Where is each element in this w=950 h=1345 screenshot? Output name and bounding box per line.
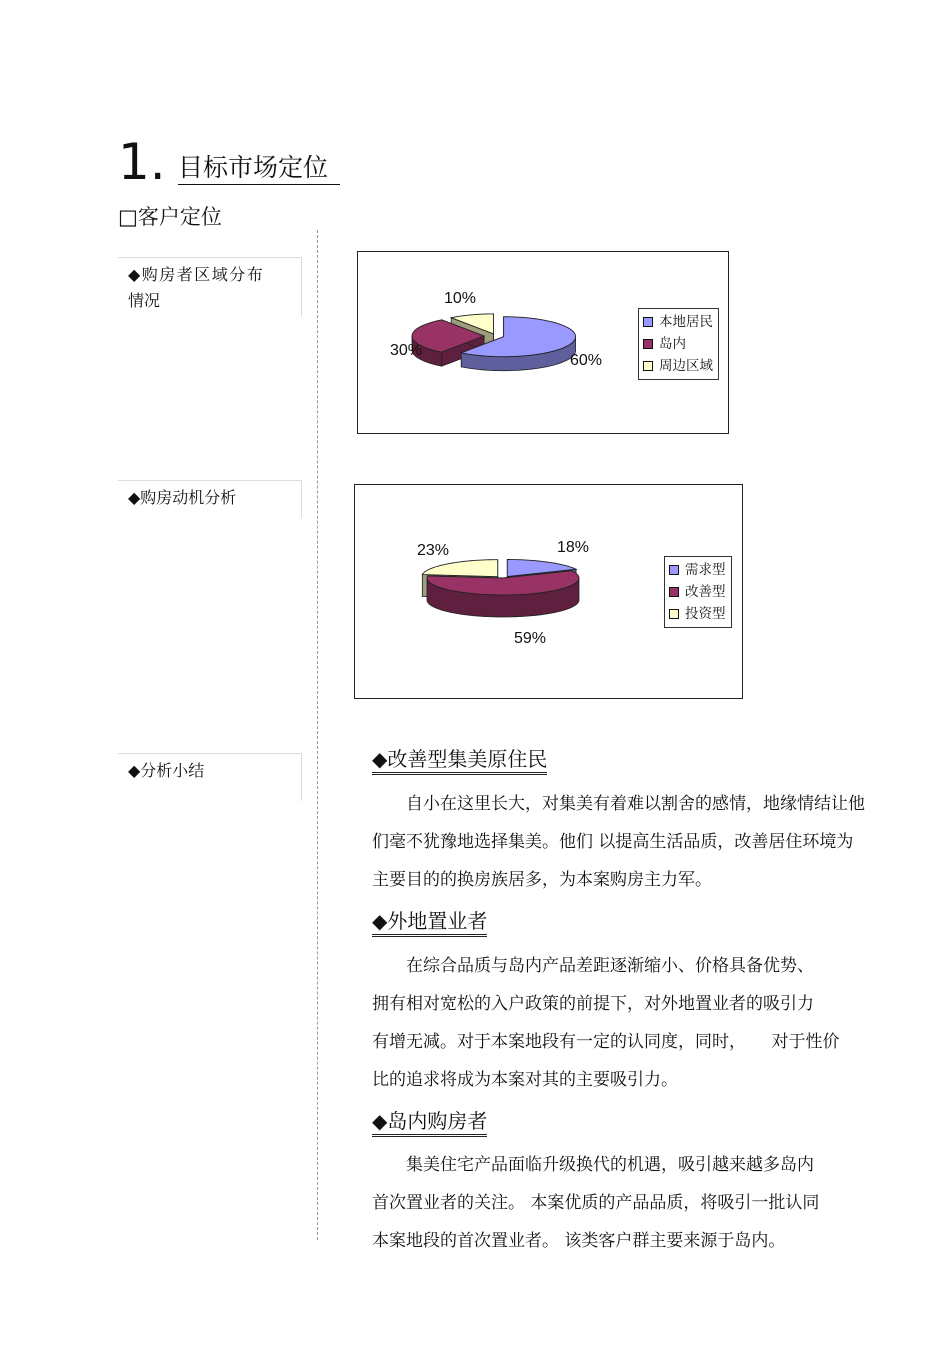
sidebar-box-summary xyxy=(118,753,302,801)
legend-swatch xyxy=(669,587,679,597)
section-number: 1. xyxy=(118,133,166,191)
section-title: 目标市场定位 xyxy=(178,152,340,185)
legend-item xyxy=(669,603,726,625)
sidebar-box-motive xyxy=(118,480,302,518)
slice-label-pct: 10% xyxy=(444,290,477,307)
slice-label-pct: 59% xyxy=(514,630,547,647)
sidebar-label-line: 情况 xyxy=(128,291,161,310)
summary-paragraph-1 xyxy=(372,792,902,906)
slice-label-pct: 18% xyxy=(557,539,590,556)
sidebar-label-line: ◆购房者区域分布 xyxy=(128,265,265,284)
sidebar-label: ◆购房动机分析 xyxy=(128,488,237,507)
legend-item xyxy=(643,355,713,377)
paragraph-line: 有增无减。对于本案地段有一定的认同度，同时， 对于性价 xyxy=(372,1032,840,1052)
chart-legend xyxy=(664,556,732,628)
paragraph-line: 们毫不犹豫地选择集美。他们 以提高生活品质，改善居住环境为 xyxy=(372,832,854,852)
slice-label-pct: 30% xyxy=(390,342,423,359)
paragraph-line: 主要目的的换房族居多，为本案购房主力军。 xyxy=(372,870,712,890)
legend-swatch xyxy=(669,565,679,575)
summary-heading-2: ◆外地置业者 xyxy=(372,908,487,937)
legend-swatch xyxy=(643,339,653,349)
legend-label: 投资型 xyxy=(685,606,726,622)
legend-item xyxy=(643,333,713,355)
motive-pie-chart xyxy=(354,484,743,699)
summary-paragraph-3 xyxy=(372,1153,902,1267)
legend-item xyxy=(669,581,726,603)
chart-legend xyxy=(638,308,719,380)
legend-label: 改善型 xyxy=(685,584,726,600)
legend-item xyxy=(643,311,713,333)
slice-label-pct: 60% xyxy=(570,352,603,369)
region-pie-chart xyxy=(357,251,729,434)
legend-swatch xyxy=(643,361,653,371)
legend-label: 岛内 xyxy=(659,336,686,352)
summary-heading-3: ◆岛内购房者 xyxy=(372,1108,487,1137)
sidebar-label: ◆分析小结 xyxy=(128,761,205,780)
pie-slice xyxy=(422,560,497,577)
paragraph-line: 本案地段的首次置业者。 该类客户群主要来源于岛内。 xyxy=(372,1231,786,1251)
legend-label: 周边区域 xyxy=(659,358,713,374)
paragraph-line: 首次置业者的关注。 本案优质的产品品质，将吸引一批认同 xyxy=(372,1193,820,1213)
summary-heading-1: ◆改善型集美原住民 xyxy=(372,746,547,775)
paragraph-line: 拥有相对宽松的入户政策的前提下，对外地置业者的吸引力 xyxy=(372,994,814,1014)
paragraph-line: 集美住宅产品面临升级换代的机遇，吸引越来越多岛内 xyxy=(372,1155,814,1175)
legend-swatch xyxy=(643,317,653,327)
slice-label-pct: 23% xyxy=(417,542,450,559)
paragraph-line: 在综合品质与岛内产品差距逐渐缩小、价格具备优势、 xyxy=(372,956,814,976)
vertical-divider xyxy=(317,230,318,1240)
paragraph-line: 自小在这里长大，对集美有着难以割舍的感情，地缘情结让他 xyxy=(372,794,865,814)
subsection-title: □客户定位 xyxy=(118,205,222,229)
summary-paragraph-2 xyxy=(372,954,902,1106)
legend-label: 需求型 xyxy=(685,562,726,578)
sidebar-box-region xyxy=(118,257,302,317)
legend-swatch xyxy=(669,609,679,619)
legend-item xyxy=(669,559,726,581)
paragraph-line: 比的追求将成为本案对其的主要吸引力。 xyxy=(372,1070,678,1090)
legend-label: 本地居民 xyxy=(659,314,713,330)
